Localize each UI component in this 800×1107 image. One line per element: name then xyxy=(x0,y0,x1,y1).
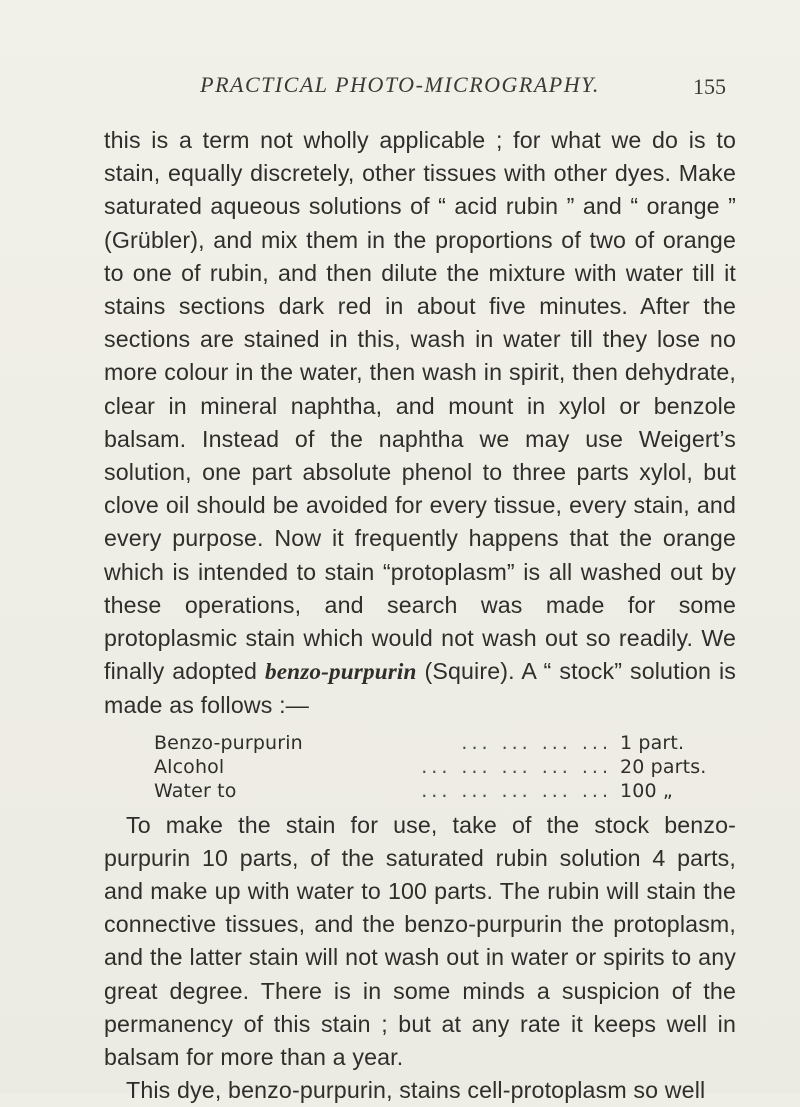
recipe-leader-dots: ... ... ... ... xyxy=(461,731,612,754)
recipe-row xyxy=(154,755,710,779)
paragraph-1-text-b: (Squire). A “ stock” solution is made as follows :— xyxy=(104,658,737,719)
recipe-ingredient: Water to xyxy=(154,779,237,802)
page-header xyxy=(0,72,800,106)
recipe-table xyxy=(104,731,736,803)
paragraph-2: To make the stain for use, take of the stock benzo-purpurin 10 parts, of the saturated rubin solution 4 parts, and make up with water to 100 parts. The rubin will stain the connective tissues, and the benzo-purpurin the protoplasm, and the latter stain will not wash out in water or spirits to any great degree. There is in some minds a suspicion of the permanency of this stain ; but at any rate it keeps well in balsam for more than a year. xyxy=(104,811,736,1071)
recipe-ingredient: Alcohol xyxy=(154,755,225,778)
paragraph-1 xyxy=(104,124,736,723)
paragraph-1-text-a: this is a term not wholly applicable ; for what we do is to stain, equally discretely, other tissues with other dyes. Make saturated aqueous solutions of “ acid rubin ” and “ orange ” (Grübler), and mix them in the proportions of two of orange to one of rubin, and then dilute the mixture with water till it stains sections dark red in about five minutes. After the sections are stained in this, wash in water till they lose no more colour in the water, then wash in spirit, then dehydrate, clear in mineral naphtha, and mount in xylol or benzole balsam. Instead of the naphtha we may use Weigert’s solution, one part absolute phenol to three parts xylol, but clove oil should be avoided for every tissue, every stain, and every purpose. Now it frequently happens that the orange which is intended to stain “protoplasm” is all washed out by these operations, and search was made for some protoplasmic stain which would not wash out so readily. We finally adopted xyxy=(104,127,736,685)
page-number: 155 xyxy=(693,74,726,99)
recipe-row xyxy=(154,779,710,803)
recipe-leader-dots: ... ... ... ... ... xyxy=(421,755,612,778)
recipe-row xyxy=(154,731,710,755)
recipe-leader-dots: ... ... ... ... ... xyxy=(421,779,612,802)
recipe-amount: 20 parts. xyxy=(620,755,707,778)
recipe-ingredient: Benzo-purpurin xyxy=(154,731,303,754)
body-text xyxy=(104,124,736,1107)
recipe-amount: 100 „ xyxy=(620,779,673,802)
emphasis-benzo-purpurin: benzo-purpurin xyxy=(264,659,417,686)
paragraph-3: This dye, benzo-purpurin, stains cell-protoplasm so well xyxy=(126,1077,706,1104)
recipe-amount: 1 part. xyxy=(620,731,685,754)
running-title: PRACTICAL PHOTO-MICROGRAPHY. xyxy=(200,72,600,97)
